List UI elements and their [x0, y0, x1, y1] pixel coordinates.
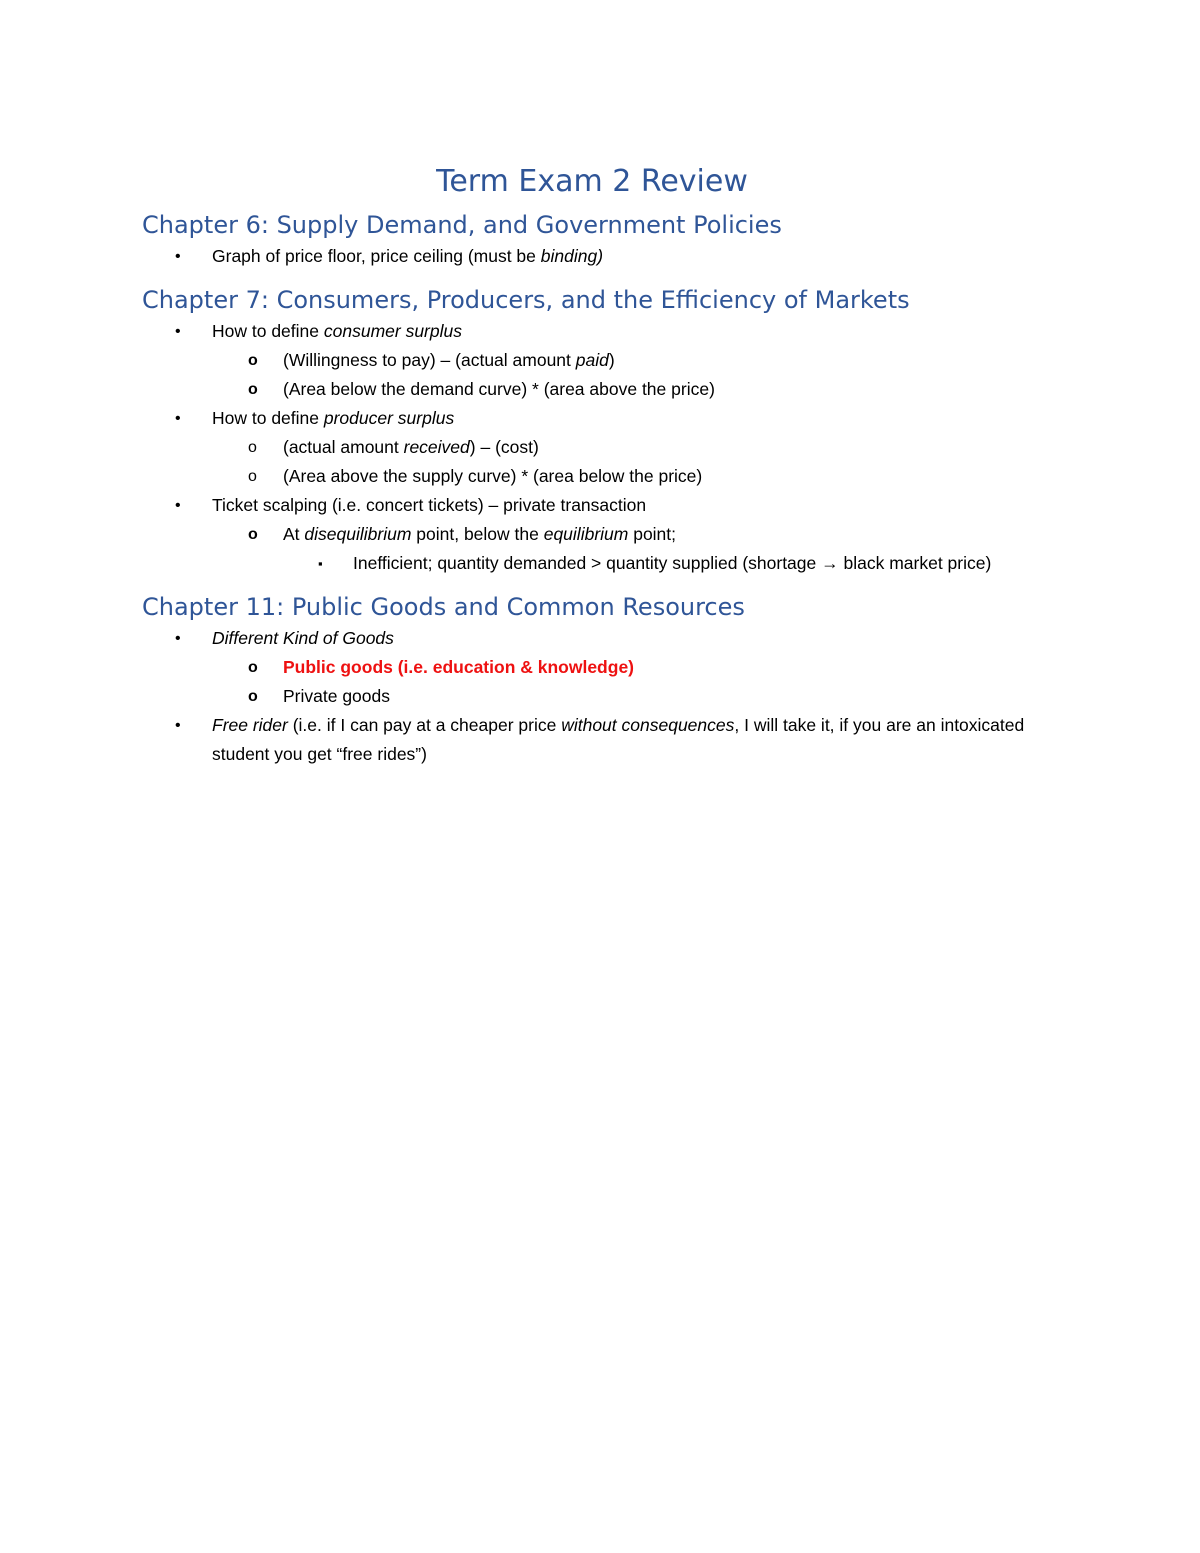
document-title: Term Exam 2 Review [436, 164, 748, 199]
circle-bullet-icon: o [248, 381, 258, 398]
list-item: • Graph of price floor, price ceiling (must be binding) [142, 242, 1042, 271]
list-item: o (Willingness to pay) – (actual amount paid) [142, 346, 1042, 375]
chapter-7-list [142, 317, 1042, 578]
bullet-icon: • [175, 717, 181, 734]
list-item: • Free rider (i.e. if I can pay at a cheaper price without consequences, I will take it, if you are an intoxicated student you get “free rides”) [142, 711, 1042, 769]
chapter-6-heading: Chapter 6: Supply Demand, and Government Policies [142, 211, 782, 239]
chapter-6-list [142, 242, 1042, 271]
list-item: • How to define consumer surplus [142, 317, 1042, 346]
list-item: o (Area above the supply curve) * (area below the price) [142, 462, 1042, 491]
bullet-icon: • [175, 410, 181, 427]
right-arrow-icon: → [821, 553, 839, 573]
document-page [142, 160, 1042, 769]
chapter-7-heading: Chapter 7: Consumers, Producers, and the Efficiency of Markets [142, 286, 910, 314]
highlighted-text: Public goods (i.e. education & knowledge) [283, 657, 634, 677]
list-item: o (actual amount received) – (cost) [142, 433, 1042, 462]
list-item: • How to define producer surplus [142, 404, 1042, 433]
circle-bullet-icon: o [248, 468, 257, 485]
circle-bullet-icon: o [248, 526, 258, 543]
bullet-icon: • [175, 497, 181, 514]
list-item: o (Area below the demand curve) * (area above the price) [142, 375, 1042, 404]
circle-bullet-icon: o [248, 439, 257, 456]
list-item: o At disequilibrium point, below the equilibrium point; [142, 520, 1042, 549]
chapter-11-heading: Chapter 11: Public Goods and Common Resources [142, 593, 745, 621]
list-item [142, 653, 1042, 682]
bullet-icon: • [175, 323, 181, 340]
list-item: o Private goods [142, 682, 1042, 711]
bullet-icon: • [175, 630, 181, 647]
list-item: • Different Kind of Goods [142, 624, 1042, 653]
bullet-icon: • [175, 248, 181, 265]
chapter-11-list [142, 624, 1042, 769]
circle-bullet-icon: o [248, 352, 258, 369]
list-item: • Ticket scalping (i.e. concert tickets) – private transaction [142, 491, 1042, 520]
circle-bullet-icon: o [248, 659, 258, 676]
list-item: ▪ Inefficient; quantity demanded > quantity supplied (shortage → black market price) [142, 549, 1042, 578]
square-bullet-icon: ▪ [318, 556, 323, 571]
circle-bullet-icon: o [248, 688, 258, 705]
